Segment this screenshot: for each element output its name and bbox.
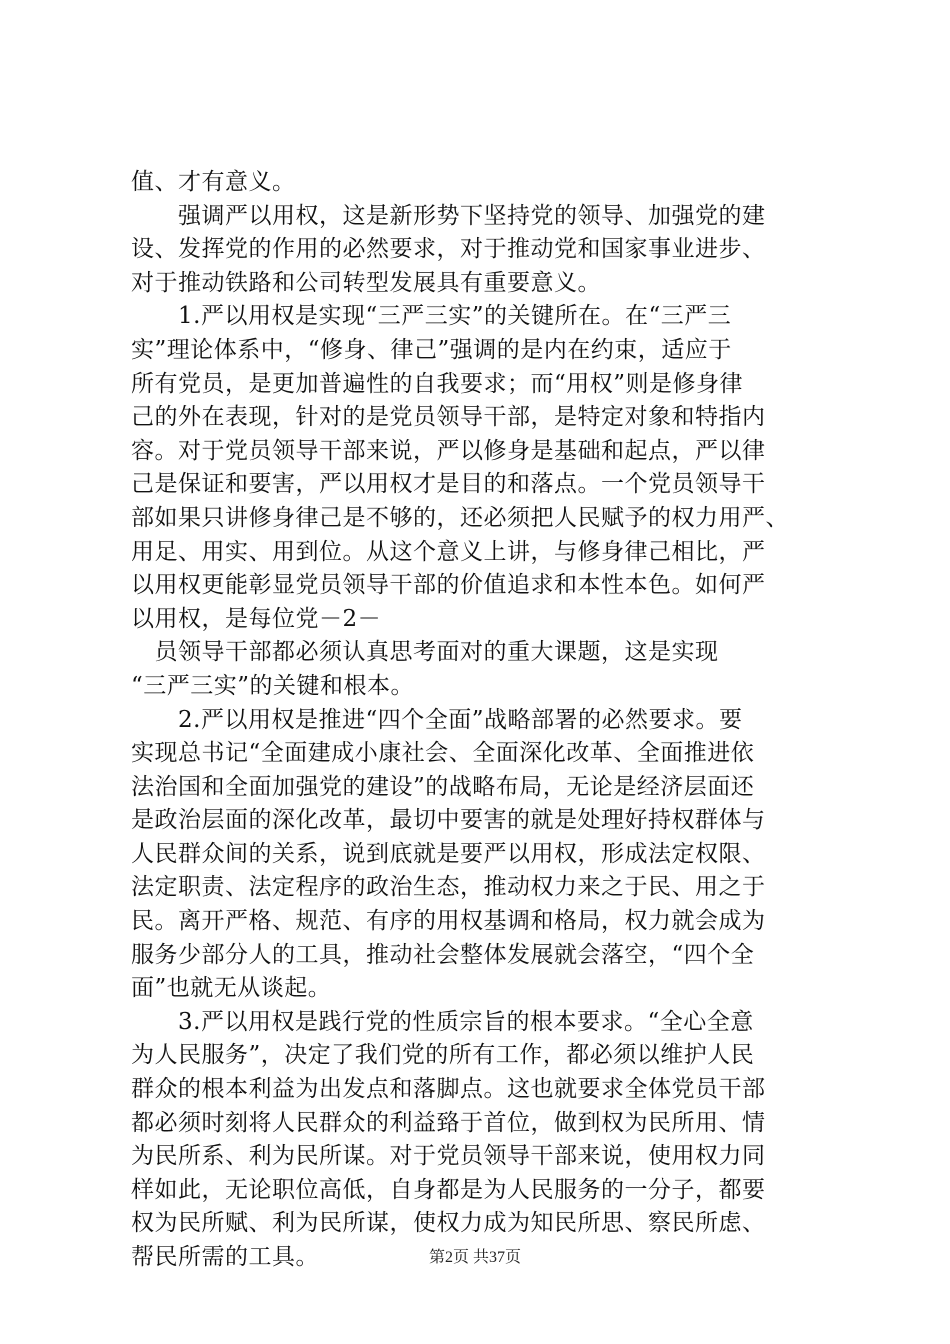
text-line: 民。离开严格、规范、有序的用权基调和格局，权力就会成为 xyxy=(131,908,766,935)
text-line: 1.严以用权是实现“三严三实”的关键所在。在“三严三 xyxy=(131,303,732,330)
text-line: 实”理论体系中，“修身、律己”强调的是内在约束，适应于 xyxy=(131,336,732,363)
text-line: 容。对于党员领导干部来说，严以修身是基础和起点，严以律 xyxy=(131,437,766,464)
text-line: 为民所系、利为民所谋。对于党员领导干部来说，使用权力同 xyxy=(131,1143,766,1170)
text-line: 以用权更能彰显党员领导干部的价值追求和本性本色。如何严 xyxy=(131,572,766,599)
text-line: 实现总书记“全面建成小康社会、全面深化改革、全面推进依 xyxy=(131,740,755,767)
page-footer: 第2页 共37页 xyxy=(428,1249,521,1266)
text-line: 设、发挥党的作用的必然要求，对于推动党和国家事业进步、 xyxy=(131,236,766,263)
text-line: 员领导干部都必须认真思考面对的重大课题，这是实现 xyxy=(131,639,719,666)
text-line: 2.严以用权是推进“四个全面”战略部署的必然要求。要 xyxy=(131,706,743,733)
text-line: 对于推动铁路和公司转型发展具有重要意义。 xyxy=(131,269,601,296)
body-text xyxy=(131,166,831,1275)
text-line: 面”也就无从谈起。 xyxy=(131,975,332,1002)
text-line: 人民群众间的关系，说到底就是要严以用权，形成法定权限、 xyxy=(131,840,766,867)
text-line: 3.严以用权是践行党的性质宗旨的根本要求。“全心全意 xyxy=(131,1008,754,1035)
text-line: 是政治层面的深化改革，最切中要害的就是处理好持权群体与 xyxy=(131,807,766,834)
text-line: 群众的根本利益为出发点和落脚点。这也就要求全体党员干部 xyxy=(131,1076,766,1103)
text-line: 服务少部分人的工具，推动社会整体发展就会落空，“四个全 xyxy=(131,941,755,968)
text-line: 以用权，是每位党－2－ xyxy=(131,605,382,632)
text-line: 都必须时刻将人民群众的利益臵于首位，做到权为民所用、情 xyxy=(131,1109,766,1136)
text-line: 己是保证和要害，严以用权才是目的和落点。一个党员领导干 xyxy=(131,471,766,498)
text-line: 所有党员，是更加普遍性的自我要求；而“用权”则是修身律 xyxy=(131,370,744,397)
text-line: “三严三实”的关键和根本。 xyxy=(131,672,415,699)
text-line: 法定职责、法定程序的政治生态，推动权力来之于民、用之于 xyxy=(131,874,766,901)
text-line: 法治国和全面加强党的建设”的战略布局，无论是经济层面还 xyxy=(131,773,755,800)
text-line: 权为民所赋、利为民所谋，使权力成为知民所思、察民所虑、 xyxy=(131,1210,766,1237)
text-line: 为人民服务”，决定了我们党的所有工作，都必须以维护人民 xyxy=(131,1042,755,1069)
text-line: 己的外在表现，针对的是党员领导干部，是特定对象和特指内 xyxy=(131,404,766,431)
text-line: 强调严以用权，这是新形势下坚持党的领导、加强党的建 xyxy=(131,202,766,229)
text-line: 用足、用实、用到位。从这个意义上讲，与修身律己相比，严 xyxy=(131,538,766,565)
text-line: 样如此，无论职位高低，自身都是为人民服务的一分子，都要 xyxy=(131,1176,766,1203)
text-line: 帮民所需的工具。 xyxy=(131,1244,319,1270)
text-line: 部如果只讲修身律己是不够的，还必须把人民赋予的权力用严、 xyxy=(131,504,789,531)
text-line: 值、才有意义。 xyxy=(131,169,296,195)
